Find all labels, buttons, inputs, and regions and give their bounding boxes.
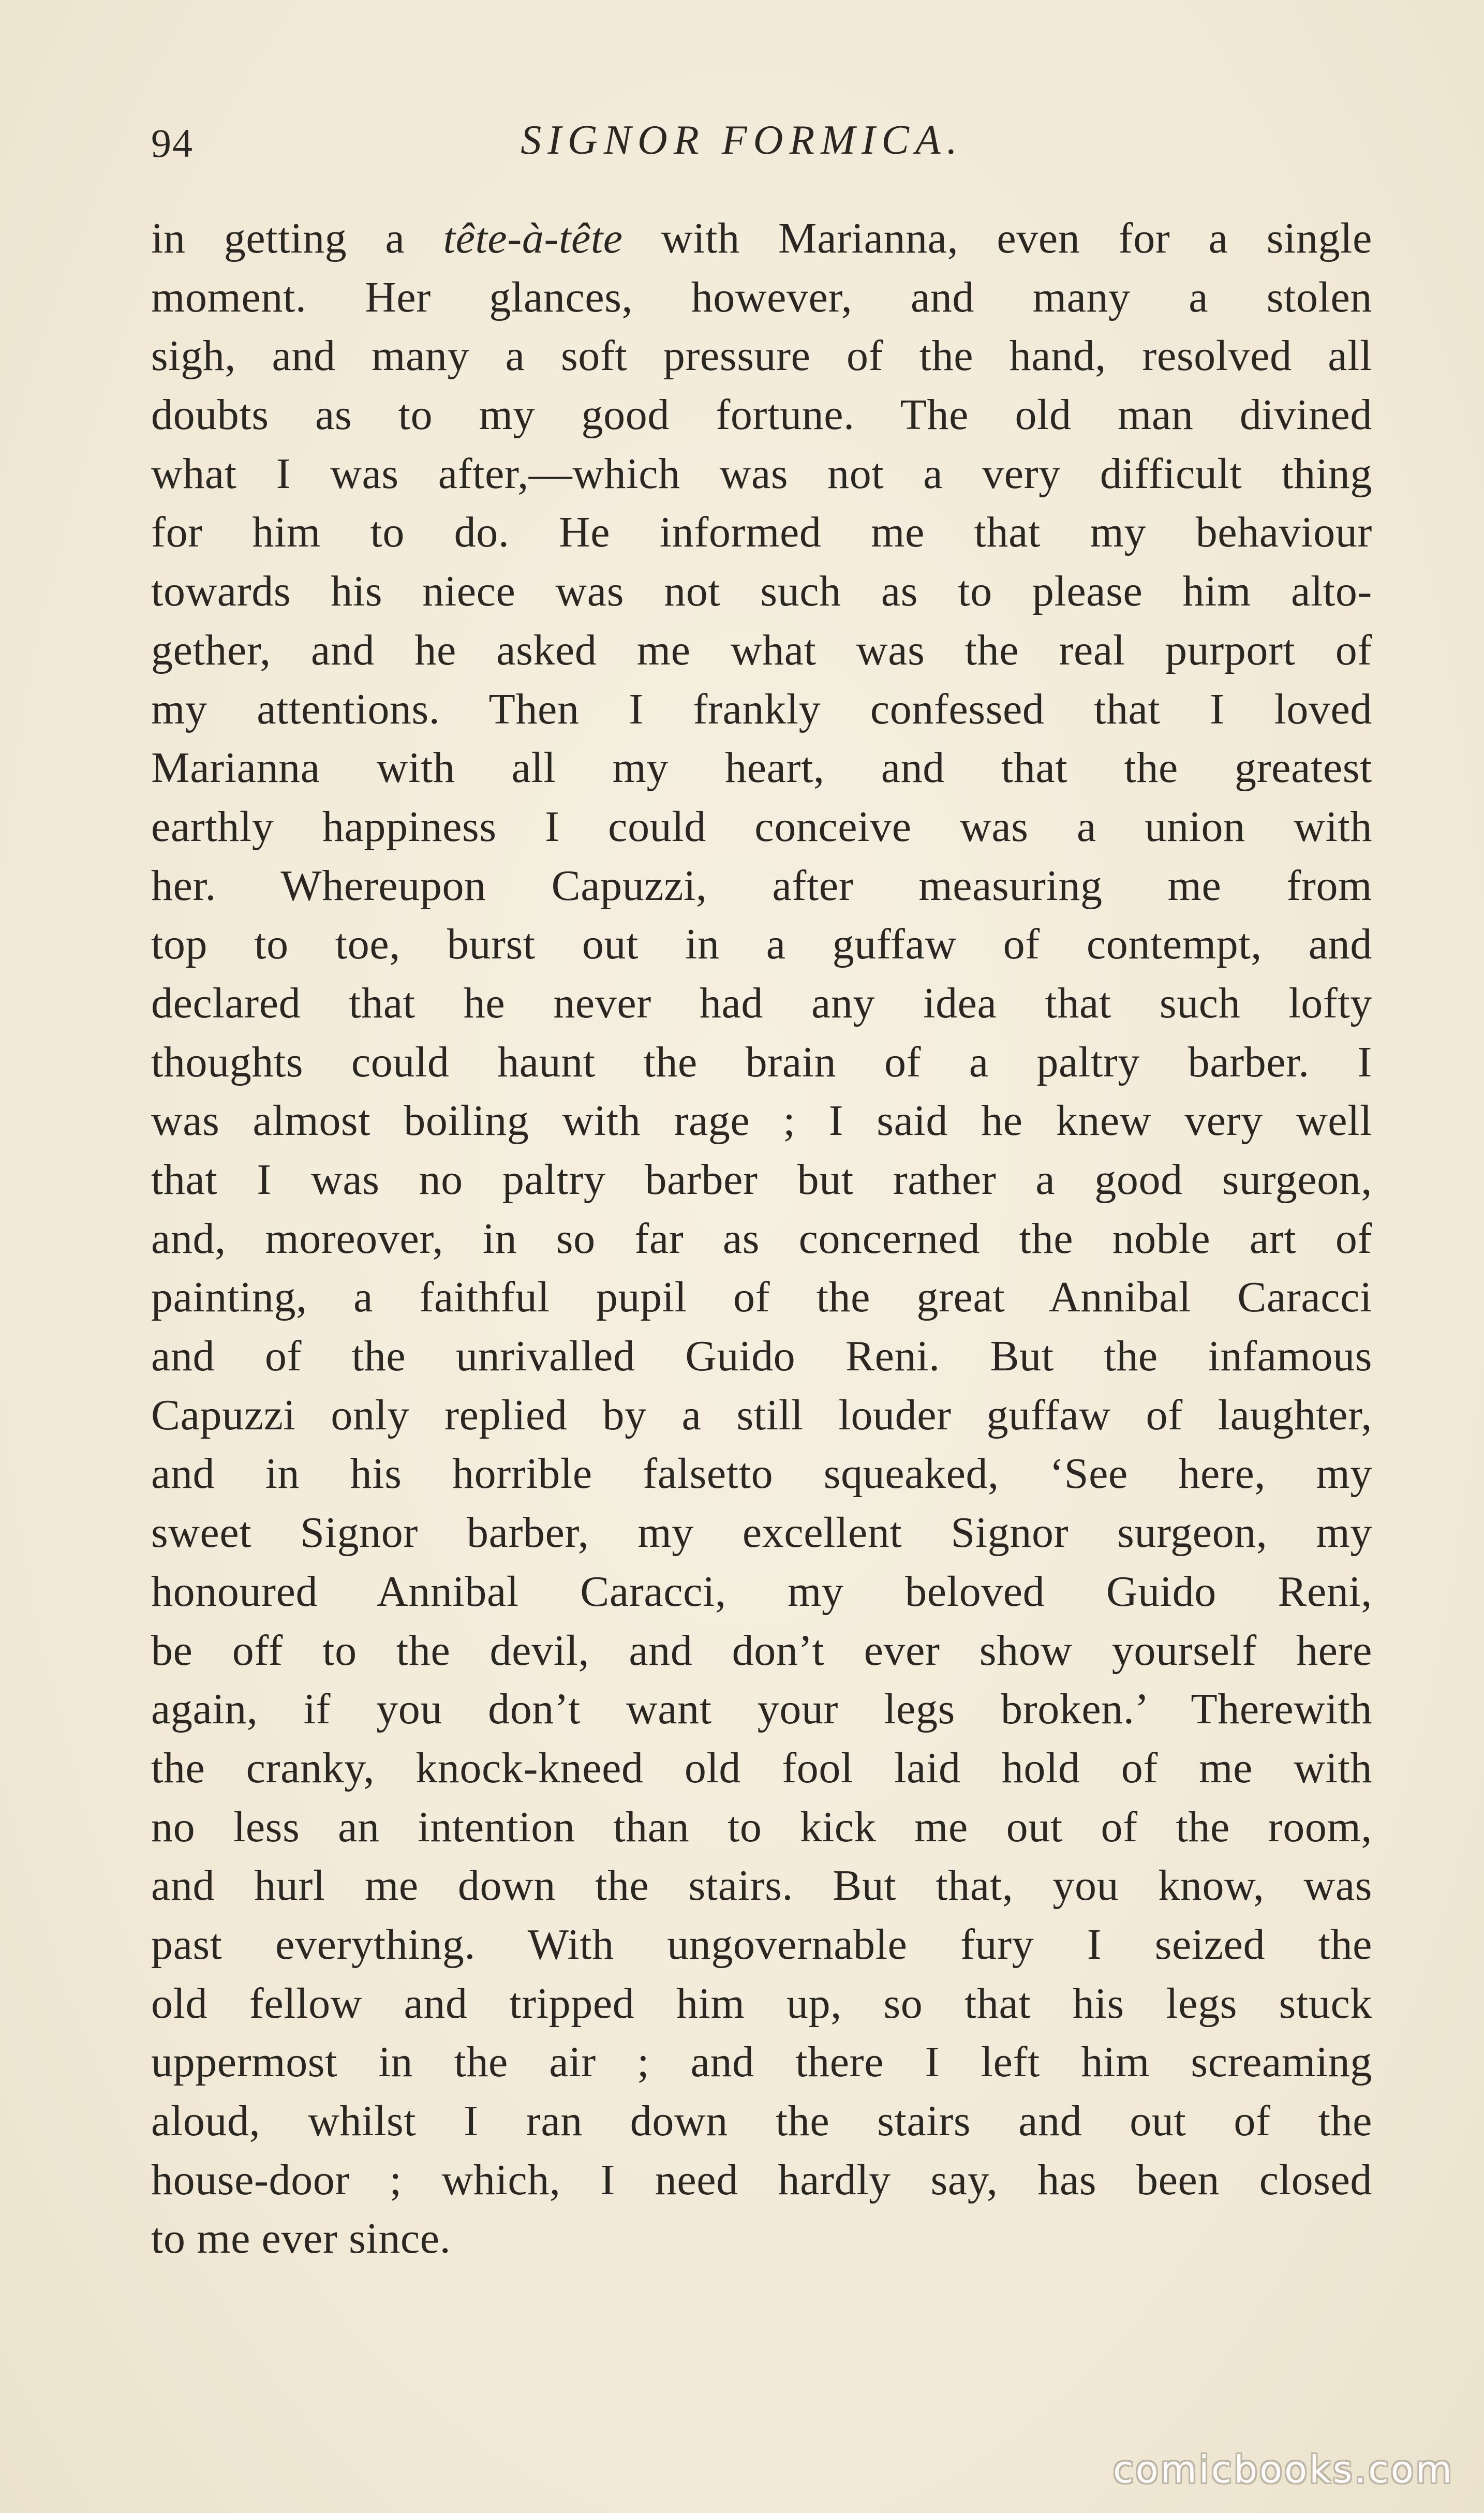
text-line bbox=[151, 680, 1372, 739]
text-segment: past everything. With ungovernable fury I seized the bbox=[151, 1920, 1372, 1969]
text-segment: old fellow and tripped him up, so that his legs stuck bbox=[151, 1979, 1372, 2028]
text-segment: Capuzzi only replied by a still louder guffaw of laughter, bbox=[151, 1391, 1372, 1439]
text-segment: with Marianna, even for a single bbox=[622, 214, 1372, 262]
text-segment: Marianna with all my heart, and that the greatest bbox=[151, 744, 1372, 792]
text-line bbox=[151, 562, 1372, 621]
text-segment: honoured Annibal Caracci, my beloved Guido Reni, bbox=[151, 1567, 1372, 1616]
text-segment: be off to the devil, and don’t ever show yourself here bbox=[151, 1626, 1372, 1675]
text-segment: in getting a bbox=[151, 214, 443, 262]
running-head-title: SIGNOR FORMICA. bbox=[521, 117, 963, 163]
text-segment: doubts as to my good fortune. The old man divined bbox=[151, 391, 1372, 439]
text-line bbox=[151, 1444, 1372, 1503]
text-line bbox=[151, 1386, 1372, 1445]
text-segment: that I was no paltry barber but rather a good surgeon, bbox=[151, 1156, 1372, 1204]
text-line bbox=[151, 445, 1372, 504]
page-number: 94 bbox=[151, 121, 194, 166]
text-line bbox=[151, 856, 1372, 915]
text-line bbox=[151, 1798, 1372, 1857]
text-line bbox=[151, 2033, 1372, 2092]
text-segment: her. Whereupon Capuzzi, after measuring me from bbox=[151, 861, 1372, 910]
text-line bbox=[151, 1739, 1372, 1798]
text-line bbox=[151, 1150, 1372, 1209]
text-line bbox=[151, 1033, 1372, 1092]
text-segment: declared that he never had any idea that such lofty bbox=[151, 979, 1372, 1027]
text-line bbox=[151, 327, 1372, 386]
text-line bbox=[151, 1915, 1372, 1974]
text-segment: the cranky, knock-kneed old fool laid hold of me with bbox=[151, 1743, 1372, 1792]
text-line bbox=[151, 1856, 1372, 1915]
text-line bbox=[151, 268, 1372, 327]
text-line bbox=[151, 1268, 1372, 1327]
text-segment: top to toe, burst out in a guffaw of contempt, and bbox=[151, 920, 1372, 969]
text-segment: and, moreover, in so far as concerned the noble art of bbox=[151, 1214, 1372, 1263]
text-line bbox=[151, 915, 1372, 974]
text-segment: gether, and he asked me what was the real purport of bbox=[151, 626, 1372, 674]
text-line bbox=[151, 1209, 1372, 1268]
text-line bbox=[151, 209, 1372, 268]
text-segment: no less an intention than to kick me out of the room, bbox=[151, 1802, 1372, 1851]
text-segment: sigh, and many a soft pressure of the hand, resolved all bbox=[151, 332, 1372, 380]
text-segment: earthly happiness I could conceive was a union with bbox=[151, 802, 1372, 851]
watermark-logo: comicbooks.com bbox=[1112, 2448, 1454, 2491]
text-line bbox=[151, 2209, 1372, 2268]
text-line bbox=[151, 1621, 1372, 1680]
text-line bbox=[151, 1974, 1372, 2033]
text-segment: for him to do. He informed me that my behaviour bbox=[151, 508, 1372, 557]
text-line bbox=[151, 738, 1372, 797]
text-segment: painting, a faithful pupil of the great Annibal Caracci bbox=[151, 1273, 1372, 1322]
text-line bbox=[151, 386, 1372, 445]
text-line bbox=[151, 1680, 1372, 1739]
text-line bbox=[151, 974, 1372, 1033]
text-segment: uppermost in the air ; and there I left him screaming bbox=[151, 2038, 1372, 2087]
text-segment: and in his horrible falsetto squeaked, ‘See here, my bbox=[151, 1450, 1372, 1498]
text-segment: towards his niece was not such as to please him alto- bbox=[151, 567, 1372, 616]
text-segment: what I was after,—which was not a very difficult thing bbox=[151, 449, 1372, 498]
text-line bbox=[151, 1503, 1372, 1562]
text-line bbox=[151, 1091, 1372, 1150]
text-line bbox=[151, 797, 1372, 856]
text-segment: moment. Her glances, however, and many a stolen bbox=[151, 273, 1372, 321]
text-segment: house-door ; which, I need hardly say, has been closed bbox=[151, 2155, 1372, 2204]
text-line bbox=[151, 1327, 1372, 1386]
text-line bbox=[151, 2151, 1372, 2210]
text-segment: my attentions. Then I frankly confessed that I loved bbox=[151, 685, 1372, 733]
text-segment: and of the unrivalled Guido Reni. But the infamous bbox=[151, 1332, 1372, 1381]
text-line bbox=[151, 503, 1372, 562]
body-text bbox=[151, 209, 1372, 2268]
text-segment: aloud, whilst I ran down the stairs and out of the bbox=[151, 2097, 1372, 2145]
text-segment: and hurl me down the stairs. But that, you know, was bbox=[151, 1861, 1372, 1910]
text-segment: thoughts could haunt the brain of a paltry barber. I bbox=[151, 1038, 1372, 1086]
text-segment: sweet Signor barber, my excellent Signor surgeon, my bbox=[151, 1509, 1372, 1557]
text-segment: was almost boiling with rage ; I said he knew very well bbox=[151, 1097, 1372, 1145]
text-line bbox=[151, 2092, 1372, 2151]
italic-phrase: tête-à-tête bbox=[443, 214, 623, 262]
text-line bbox=[151, 1562, 1372, 1621]
text-segment: to me ever since. bbox=[151, 2214, 451, 2263]
text-segment: again, if you don’t want your legs broken.’ Therewith bbox=[151, 1685, 1372, 1734]
text-line bbox=[151, 621, 1372, 680]
